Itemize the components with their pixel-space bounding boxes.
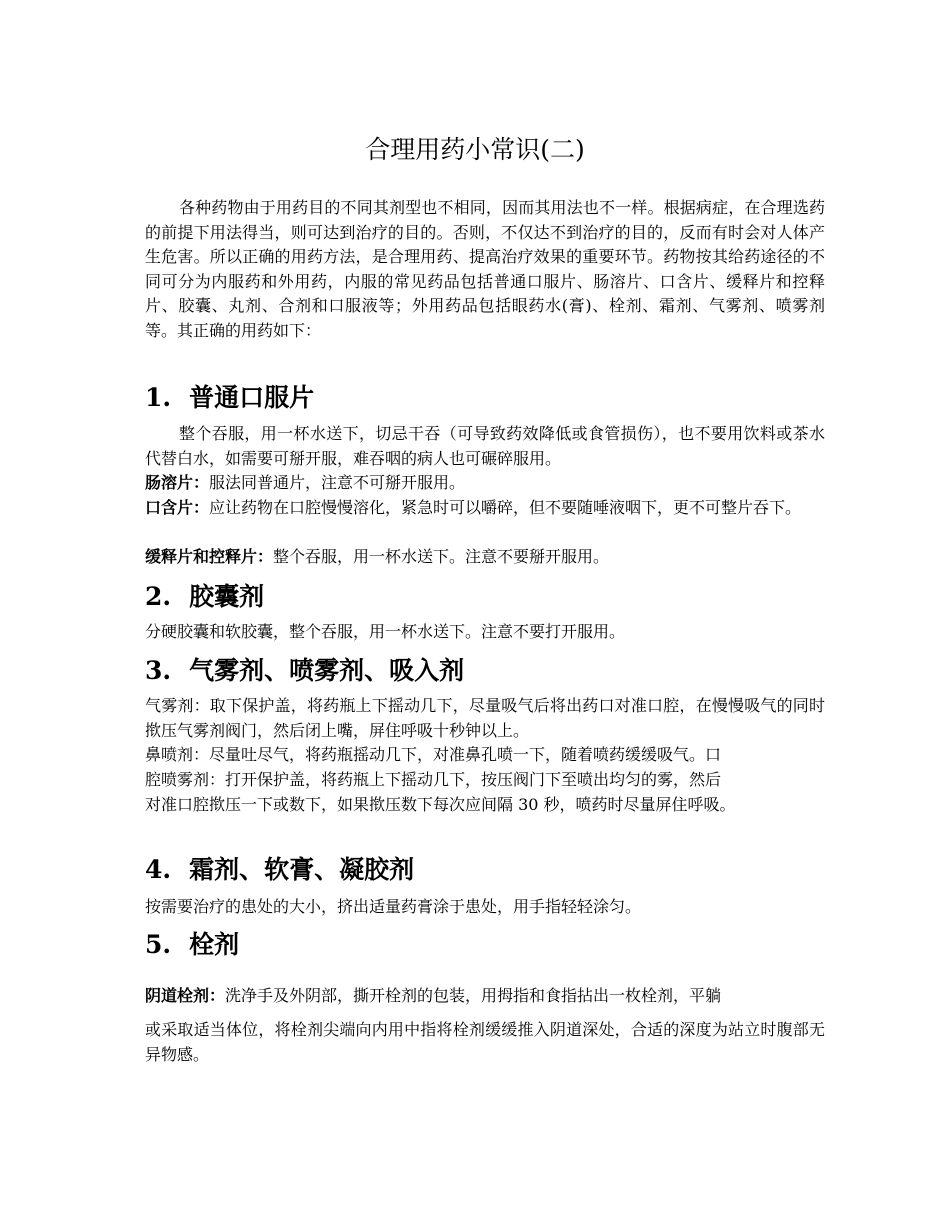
section-4-paragraph: 按需要治疗的患处的大小，挤出适量药膏涂于患处，用手指轻轻涂匀。 xyxy=(145,897,642,916)
intro-paragraph: 各种药物由于用药目的不同其剂型也不相同，因而其用法也不一样。根据病症，在合理选药的前提下用法得当，则可达到治疗的目的。否则，不仅达不到治疗的目的，反而有时会对人体产生危害。所以正确的用药方法，是合理用药、提高治疗效果的重要环节。药物按其给药途径的不同可分为内服药和外用药，内服的常见药品包括普通口服片、肠溶片、口含片、缓释片和控释片、胶囊、丸剂、合剂和口服液等；外用药品包括眼药水(膏)、栓剂、霜剂、气雾剂、喷雾剂等。其正确的用药如下： xyxy=(145,198,825,340)
enteric-tablet-label: 肠溶片： xyxy=(145,473,210,492)
buccal-tablet-label: 口含片： xyxy=(145,498,210,517)
sustained-release-label: 缓释片和控释片： xyxy=(145,547,274,566)
section-2-heading xyxy=(145,580,825,614)
nasal-spray-line-1: 鼻喷剂：尽量吐尽气，将药瓶摇动几下，对准鼻孔喷一下，随着喷药缓缓吸气。口 xyxy=(145,745,722,764)
section-5-title: 栓剂 xyxy=(189,930,240,959)
buccal-tablet-text: 应让药物在口腔慢慢溶化，紧急时可以嚼碎，但不要随唾液咽下，更不可整片吞下。 xyxy=(209,498,802,517)
section-1-title: 普通口服片 xyxy=(189,383,315,412)
section-1-paragraph: 整个吞服，用一杯水送下，切忌干吞（可导致药效降低或食管损伤），也不要用饮料或茶水代替白水，如需要可掰开服，难吞咽的病人也可碾碎服用。 xyxy=(145,424,825,468)
aerosol-paragraph: 气雾剂：取下保护盖，将药瓶上下摇动几下，尽量吸气后将出药口对准口腔，在慢慢吸气的同时揿压气雾剂阀门，然后闭上嘴，屏住呼吸十秒钟以上。 xyxy=(145,696,825,740)
enteric-tablet-text: 服法同普通片，注意不可掰开服用。 xyxy=(209,473,466,492)
section-1-number: 1. xyxy=(145,383,172,412)
nasal-spray-line-3: 对准口腔揿压一下或数下，如果揿压数下每次应间隔 30 秒，喷药时尽量屏住呼吸。 xyxy=(145,795,736,814)
enteric-tablet-paragraph xyxy=(145,471,825,496)
sustained-release-paragraph xyxy=(145,545,825,570)
section-1-heading xyxy=(145,381,825,415)
section-2-paragraph: 分硬胶囊和软胶囊，整个吞服，用一杯水送下。注意不要打开服用。 xyxy=(145,622,626,641)
section-4-number: 4. xyxy=(145,855,172,884)
section-4-title: 霜剂、软膏、凝胶剂 xyxy=(189,855,415,884)
section-3-heading xyxy=(145,654,825,688)
document-title: 合理用药小常识(二) xyxy=(365,135,585,164)
section-3-number: 3. xyxy=(145,656,172,685)
section-2-title: 胶囊剂 xyxy=(189,582,265,611)
sustained-release-text: 整个吞服，用一杯水送下。注意不要掰开服用。 xyxy=(273,547,610,566)
section-4-heading xyxy=(145,853,825,887)
nasal-spray-line-2: 腔喷雾剂：打开保护盖，将药瓶上下摇动几下，按压阀门下至喷出均匀的雾，然后 xyxy=(145,770,722,789)
section-2-number: 2. xyxy=(145,582,172,611)
vaginal-suppository-label: 阴道栓剂： xyxy=(145,986,226,1005)
section-3-title: 气雾剂、喷雾剂、吸入剂 xyxy=(189,656,465,685)
vaginal-suppository-text-1: 洗净手及外阴部，撕开栓剂的包装，用拇指和食指拈出一枚栓剂，平躺 xyxy=(225,986,722,1005)
vaginal-suppository-text-2: 或采取适当体位，将栓剂尖端向内用中指将栓剂缓缓推入阴道深处，合适的深度为站立时腹部无异物感。 xyxy=(145,1020,825,1064)
section-5-heading xyxy=(145,928,825,962)
vaginal-suppository-line-1 xyxy=(145,984,825,1009)
section-5-number: 5. xyxy=(145,930,172,959)
buccal-tablet-paragraph xyxy=(145,496,825,521)
